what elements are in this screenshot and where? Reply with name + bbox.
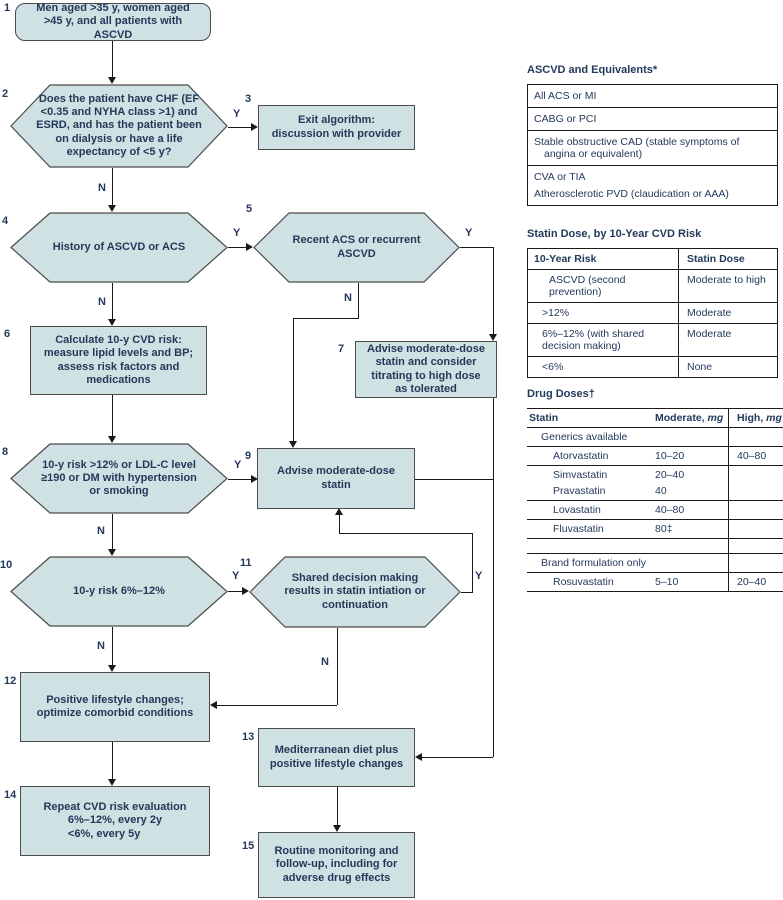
connector-line: [112, 742, 113, 779]
table-title: Drug Doses†: [527, 388, 595, 400]
table-group-row: [527, 428, 783, 447]
moderate-dose: 10–20: [655, 449, 685, 462]
table-row: [528, 166, 777, 205]
flow-node-exit-algorithm: [258, 105, 415, 150]
node-text: 10-y risk >12% or LDL-C level ≥190 or DM with hypertension or smoking: [41, 458, 197, 498]
node-number: 7: [338, 343, 345, 355]
table-row: [528, 302, 777, 323]
node-number: 9: [245, 450, 252, 462]
table-header-row: [527, 409, 783, 428]
node-number: 1: [4, 2, 11, 14]
node-text: Advise moderate-dose statin and consider titrating to high dose as tolerated: [367, 343, 485, 395]
arrowhead-down-icon: [289, 441, 297, 448]
arrowhead-right-icon: [246, 243, 253, 251]
table-title: Statin Dose, by 10-Year CVD Risk: [527, 228, 702, 240]
table-title: ASCVD and Equivalents*: [527, 64, 658, 76]
risk-cell: ASCVD (second prevention): [549, 273, 626, 298]
edge-label-yes: Y: [233, 227, 241, 239]
connector-line: [339, 533, 473, 534]
column-header: High, mg: [728, 409, 783, 427]
drug-name-stack: Simvastatin Pravastatin: [553, 468, 608, 497]
node-number: 15: [242, 840, 255, 852]
flow-node-lifestyle-changes: [20, 672, 210, 742]
node-text: Men aged >35 y, women aged >45 y, and all patients with ASCVD: [36, 2, 190, 41]
table-body: [527, 84, 778, 206]
moderate-dose: 40–80: [655, 503, 685, 516]
statin-dose-table: [527, 228, 780, 378]
drug-name: Lovastatin: [553, 503, 601, 516]
connector-line: [337, 787, 338, 825]
node-text: Mediterranean diet plus positive lifestyle changes: [269, 744, 404, 770]
repeat-eval-line2: 6%–12%, every 2y: [67, 814, 163, 827]
dose-cell: Moderate: [678, 324, 777, 356]
node-text: Positive lifestyle changes; optimize comorbid conditions: [36, 693, 194, 719]
arrowhead-down-icon: [489, 334, 497, 341]
node-text: Calculate 10-y CVD risk: measure lipid levels and BP; assess risk factors and medications: [43, 334, 194, 386]
drug-name: Atorvastatin: [553, 449, 609, 462]
table-row: [528, 356, 777, 377]
drug-name: Rosuvastatin: [553, 576, 614, 589]
connector-line: [228, 127, 252, 128]
arrowhead-down-icon: [108, 665, 116, 672]
node-number: 12: [4, 675, 17, 687]
arrowhead-right-icon: [251, 475, 258, 483]
flow-node-advise-statin-titrate: [355, 341, 497, 398]
table-row: [527, 501, 783, 520]
flow-node-recent-acs: [253, 212, 460, 283]
arrowhead-right-icon: [242, 587, 249, 595]
edge-label-yes: Y: [233, 108, 241, 120]
column-header: Statin: [529, 411, 559, 424]
dose-cell: None: [678, 357, 777, 377]
moderate-dose-stack: 20–40 40: [655, 468, 685, 497]
table-row: [527, 573, 783, 592]
column-header: Statin Dose: [678, 249, 777, 269]
connector-line: [112, 627, 113, 666]
high-dose: [728, 520, 783, 538]
connector-line: [228, 247, 247, 248]
table-row: CABG or PCI: [528, 108, 777, 131]
high-dose: 20–40: [728, 573, 783, 591]
table-row: [527, 520, 783, 539]
repeat-eval-line3: <6%, every 5y: [67, 827, 141, 840]
table-row: [527, 447, 783, 466]
flow-node-history-ascvd: [10, 212, 228, 283]
connector-line: [493, 398, 494, 757]
arrowhead-left-icon: [415, 753, 422, 761]
edge-label-no: N: [321, 656, 329, 668]
high-dose: [728, 501, 783, 519]
node-number: 5: [246, 203, 253, 215]
repeat-eval-sublines: [68, 814, 162, 840]
edge-label-yes: Y: [465, 227, 473, 239]
node-text: Exit algorithm: discussion with provider: [271, 114, 402, 140]
table-row: Stable obstructive CAD (stable symptoms of angina or equivalent): [528, 131, 777, 166]
table-row: [528, 269, 777, 302]
node-number: 6: [4, 328, 11, 340]
arrowhead-down-icon: [108, 77, 116, 84]
drug-doses-table: [527, 388, 783, 592]
dose-cell: Moderate: [678, 303, 777, 323]
risk-cell: >12%: [542, 306, 570, 319]
node-number: 11: [240, 557, 252, 569]
table-cell-line: CVA or TIA: [534, 170, 586, 183]
node-number: 13: [242, 731, 255, 743]
risk-cell: <6%: [542, 361, 564, 374]
connector-line: [228, 591, 243, 592]
node-text: Advise moderate-dose statin: [277, 465, 395, 491]
connector-line: [337, 628, 338, 705]
node-number: 8: [2, 446, 9, 458]
connector-line: [339, 515, 340, 533]
connector-line: [422, 757, 493, 758]
node-number: 14: [4, 789, 17, 801]
table-spacer-row: [527, 539, 783, 554]
edge-label-no: N: [344, 292, 352, 304]
edge-label-no: N: [97, 525, 105, 537]
node-number: 4: [2, 215, 9, 227]
table-row: [527, 466, 783, 501]
node-number: 3: [245, 93, 252, 105]
node-number: 2: [2, 88, 9, 100]
group-label: Brand formulation only: [541, 557, 647, 570]
table-body: [527, 408, 783, 593]
arrowhead-down-icon: [333, 825, 341, 832]
flow-node-mediterranean-diet: [258, 728, 415, 787]
edge-label-yes: Y: [232, 570, 240, 582]
connector-line: [460, 247, 494, 248]
arrowhead-down-icon: [108, 549, 116, 556]
connector-line: [493, 247, 494, 334]
node-text: 10-y risk 6%–12%: [73, 584, 165, 597]
node-text: [21, 787, 209, 855]
connector-line: [112, 395, 113, 437]
arrowhead-down-icon: [108, 205, 116, 212]
flow-node-risk-over-12: [10, 443, 228, 514]
node-text: History of ASCVD or ACS: [52, 240, 186, 253]
connector-line: [472, 533, 473, 593]
edge-label-no: N: [98, 296, 106, 308]
drug-name: Fluvastatin: [553, 523, 604, 536]
arrowhead-left-icon: [210, 701, 217, 709]
edge-label-no: N: [98, 182, 106, 194]
edge-label-yes: Y: [475, 570, 483, 582]
flow-node-start: [15, 3, 211, 41]
arrowhead-right-icon: [251, 123, 258, 131]
table-header-row: [528, 249, 777, 269]
risk-cell: 6%–12% (with shared decision making): [542, 327, 645, 352]
repeat-eval-line1: Repeat CVD risk evaluation: [43, 801, 187, 814]
edge-label-no: N: [97, 640, 105, 652]
flow-node-advise-moderate-statin: [257, 448, 415, 509]
ascvd-equivalents-table: [527, 64, 780, 206]
arrowhead-down-icon: [108, 436, 116, 443]
flow-node-risk-6-12: [10, 556, 228, 627]
connector-line: [293, 318, 359, 319]
edge-label-yes: Y: [234, 459, 242, 471]
flow-node-calculate-risk: [30, 326, 207, 395]
table-row: All ACS or MI: [528, 85, 777, 108]
column-header: Moderate, mg: [655, 411, 724, 424]
flow-node-shared-decision: [249, 556, 461, 628]
table-body: [527, 248, 778, 378]
flow-node-decision-chf: [10, 84, 228, 168]
node-text: Routine monitoring and follow-up, including for adverse drug effects: [274, 845, 399, 884]
connector-line: [112, 41, 113, 79]
node-number: 10: [0, 559, 13, 571]
table-cell-line: Atherosclerotic PVD (claudication or AAA): [534, 187, 729, 200]
connector-line: [112, 514, 113, 550]
node-text: Shared decision making results in statin intiation or continuation: [284, 572, 426, 611]
arrowhead-up-icon: [335, 508, 343, 515]
moderate-dose: 80‡: [655, 523, 673, 536]
table-row: [528, 323, 777, 356]
group-label: Generics available: [541, 430, 628, 443]
connector-line: [415, 479, 493, 480]
connector-line: [112, 168, 113, 206]
connector-line: [228, 479, 252, 480]
connector-line: [217, 705, 337, 706]
connector-line: [358, 283, 359, 319]
node-text: Does the patient have CHF (EF <0.35 and NYHA class >1) and ESRD, and has the patient been on dialysis or have a life expectancy of <5 y?: [36, 93, 202, 158]
dose-cell: Moderate to high: [678, 270, 777, 302]
table-group-row: [527, 554, 783, 573]
arrowhead-down-icon: [108, 319, 116, 326]
high-dose: 40–80: [728, 447, 783, 465]
column-header: 10-Year Risk: [534, 252, 597, 265]
arrowhead-down-icon: [108, 779, 116, 786]
flow-node-repeat-evaluation: [20, 786, 210, 856]
node-text: Recent ACS or recurrent ASCVD: [292, 234, 421, 260]
moderate-dose: 5–10: [655, 576, 679, 589]
connector-line: [112, 283, 113, 320]
flow-node-routine-monitoring: [258, 832, 415, 898]
connector-line: [293, 318, 294, 441]
